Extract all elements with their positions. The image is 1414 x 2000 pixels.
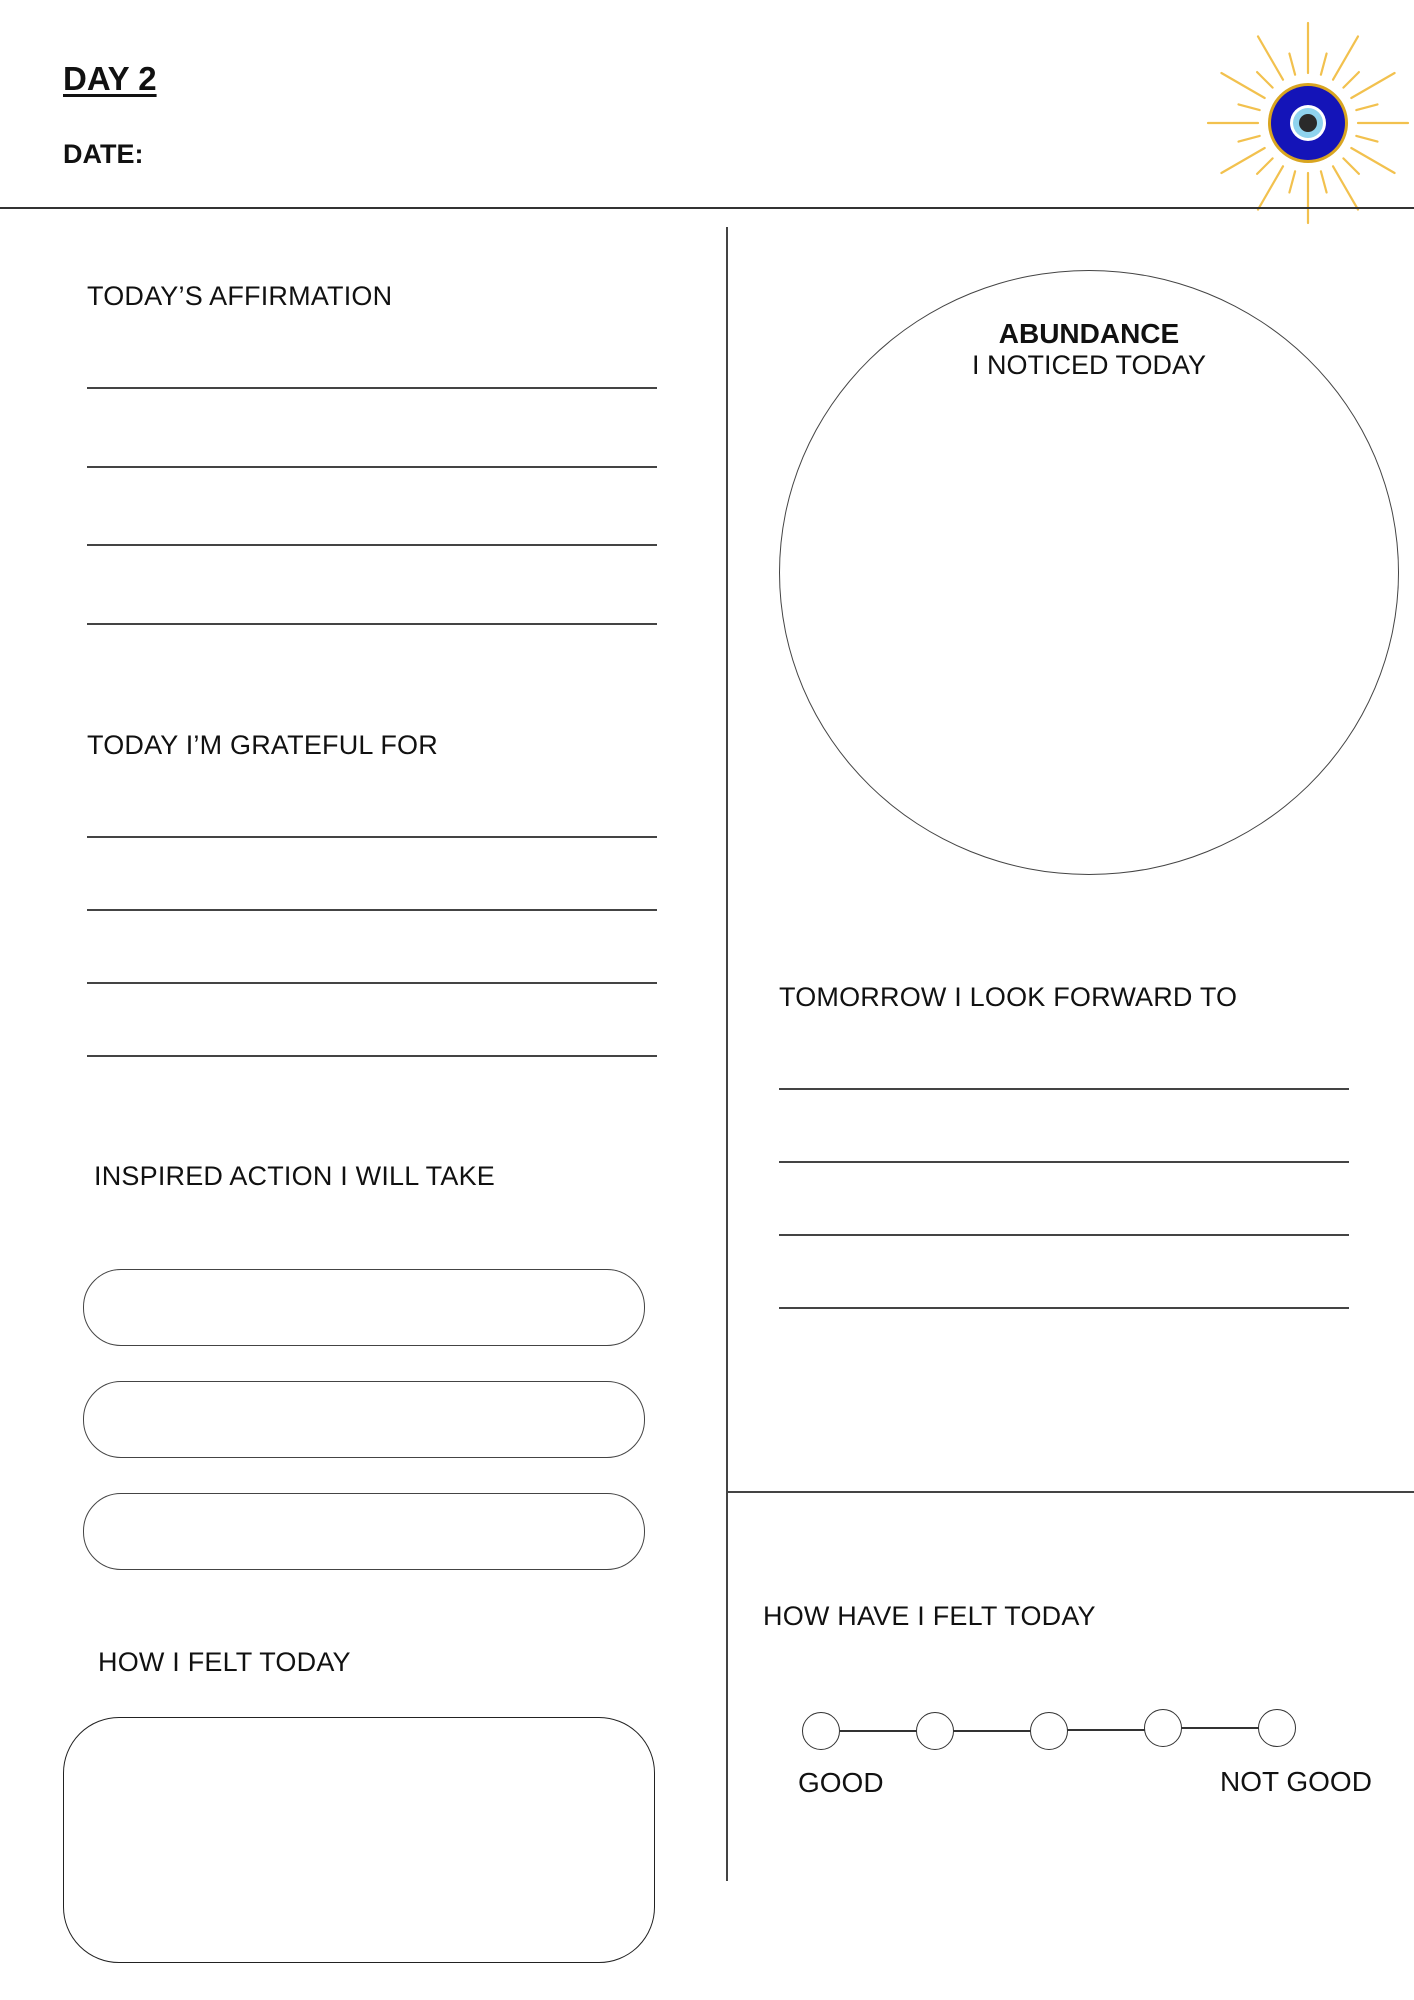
mood-option-4[interactable] bbox=[1144, 1709, 1182, 1747]
column-divider bbox=[726, 227, 728, 1881]
scale-not-good-label: NOT GOOD bbox=[1220, 1766, 1372, 1797]
action-heading: INSPIRED ACTION I WILL TAKE bbox=[94, 1161, 495, 1191]
action-field-3[interactable] bbox=[83, 1493, 645, 1570]
action-field-1[interactable] bbox=[83, 1269, 645, 1346]
mood-connector-2 bbox=[953, 1730, 1032, 1732]
affirmation-line-3[interactable] bbox=[87, 544, 657, 546]
mood-connector-1 bbox=[840, 1730, 918, 1732]
abundance-subtitle: I NOTICED TODAY bbox=[971, 350, 1207, 380]
tomorrow-line-3[interactable] bbox=[779, 1234, 1349, 1236]
grateful-line-1[interactable] bbox=[87, 836, 657, 838]
evil-eye-icon bbox=[1203, 20, 1413, 230]
scale-good-label: GOOD bbox=[798, 1767, 884, 1798]
tomorrow-line-4[interactable] bbox=[779, 1307, 1349, 1309]
tomorrow-line-1[interactable] bbox=[779, 1088, 1349, 1090]
felt-heading: HOW I FELT TODAY bbox=[98, 1647, 351, 1677]
mood-option-1[interactable] bbox=[802, 1712, 840, 1750]
abundance-title: ABUNDANCE bbox=[998, 318, 1180, 349]
mood-option-3[interactable] bbox=[1030, 1712, 1068, 1750]
date-label: DATE: bbox=[63, 139, 144, 169]
right-section-divider bbox=[727, 1491, 1414, 1493]
grateful-heading: TODAY I’M GRATEFUL FOR bbox=[87, 730, 438, 760]
affirmation-heading: TODAY’S AFFIRMATION bbox=[87, 281, 393, 311]
mood-option-5[interactable] bbox=[1258, 1709, 1296, 1747]
affirmation-line-4[interactable] bbox=[87, 623, 657, 625]
felt-textbox[interactable] bbox=[63, 1717, 655, 1963]
affirmation-line-1[interactable] bbox=[87, 387, 657, 389]
tomorrow-line-2[interactable] bbox=[779, 1161, 1349, 1163]
mood-heading: HOW HAVE I FELT TODAY bbox=[763, 1601, 1096, 1631]
mood-connector-4 bbox=[1181, 1727, 1260, 1729]
header-divider bbox=[0, 207, 1414, 209]
day-title: DAY 2 bbox=[63, 60, 157, 97]
grateful-line-3[interactable] bbox=[87, 982, 657, 984]
tomorrow-heading: TOMORROW I LOOK FORWARD TO bbox=[779, 982, 1238, 1012]
grateful-line-4[interactable] bbox=[87, 1055, 657, 1057]
mood-connector-3 bbox=[1067, 1729, 1146, 1731]
grateful-line-2[interactable] bbox=[87, 909, 657, 911]
affirmation-line-2[interactable] bbox=[87, 466, 657, 468]
action-field-2[interactable] bbox=[83, 1381, 645, 1458]
mood-option-2[interactable] bbox=[916, 1712, 954, 1750]
